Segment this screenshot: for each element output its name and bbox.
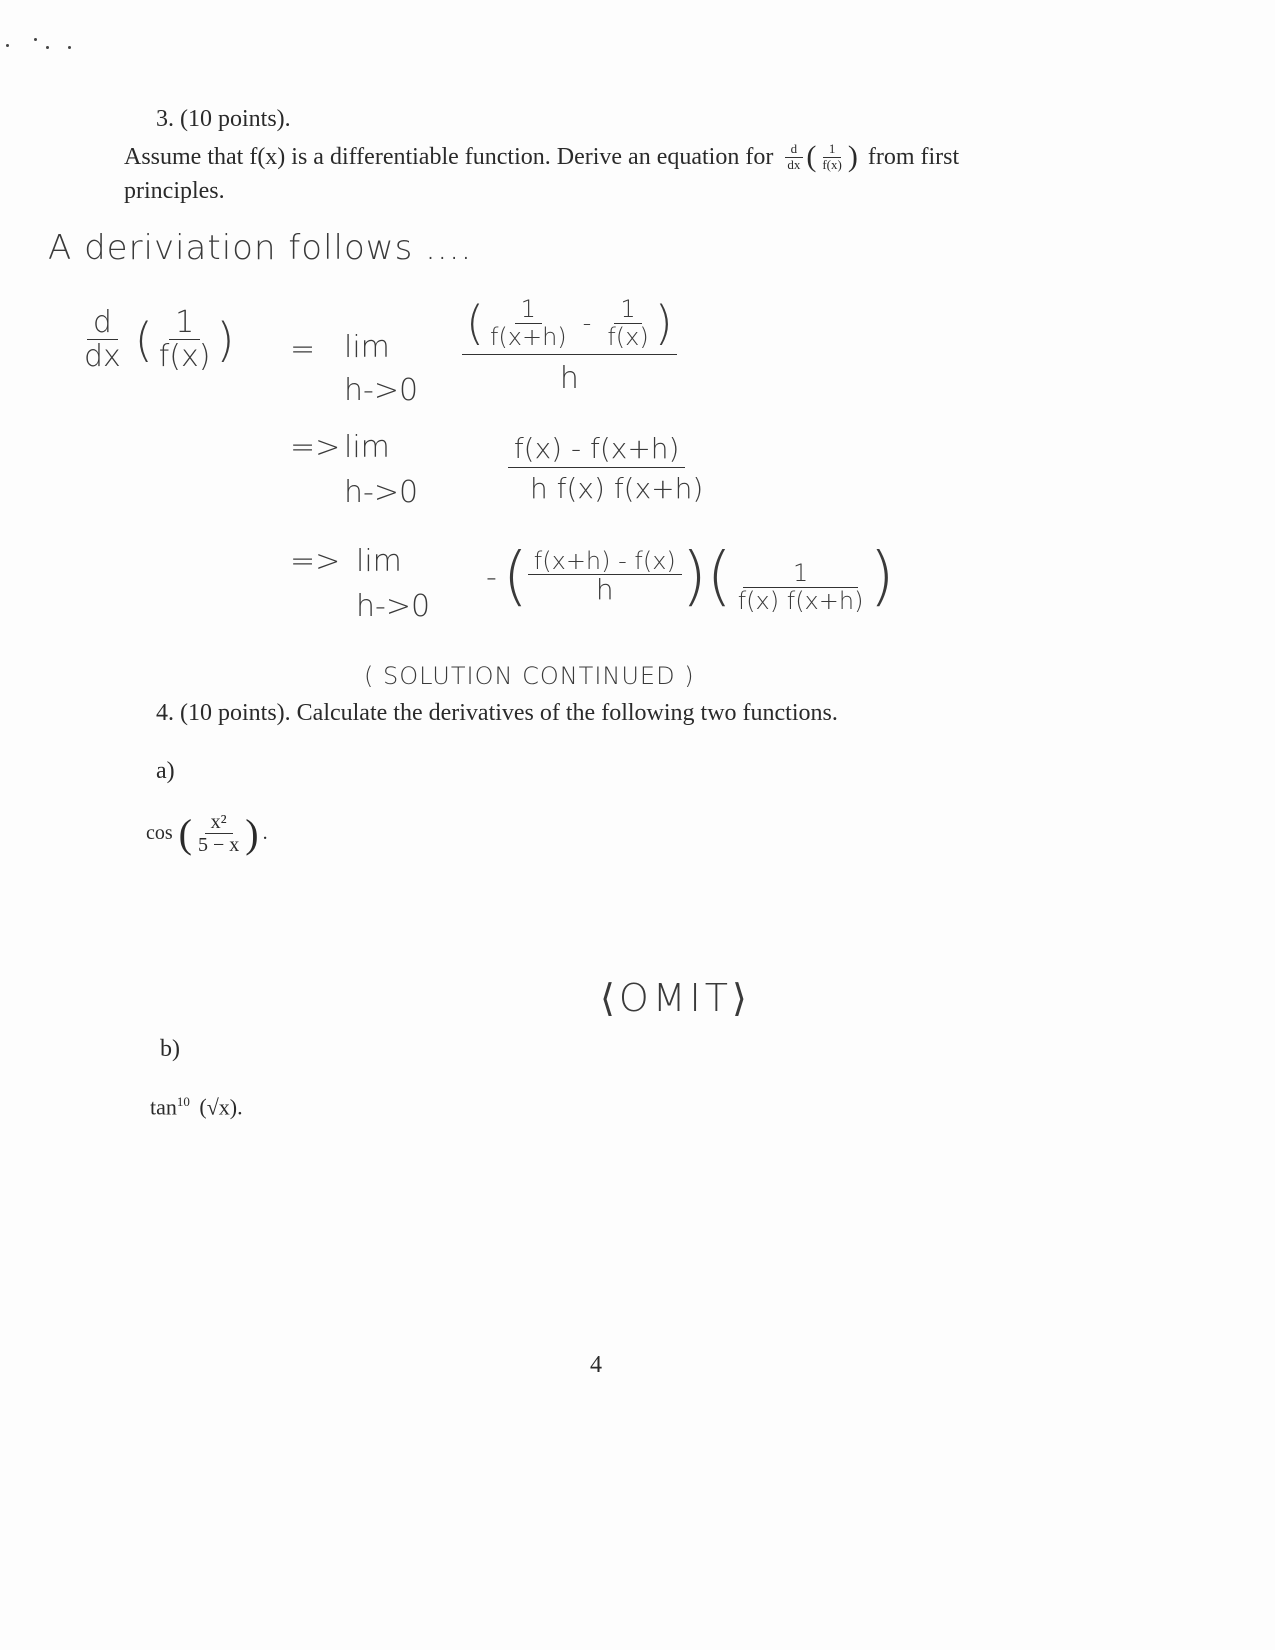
scan-speck: [34, 38, 37, 41]
line1-equals: =: [290, 332, 316, 367]
omit-note: ⟨OMIT⟩: [600, 976, 751, 1020]
line2-limit: lim h->0: [344, 430, 419, 510]
q3-prompt-d-dx: $\frac{d}{dx}$: [781, 142, 806, 172]
line1-denominator: h: [559, 361, 579, 396]
line2-implies: =>: [290, 430, 341, 465]
line2-fraction: [490, 432, 703, 505]
lhs-one-over-fx: $\frac{1}{f(x)}$: [158, 305, 211, 374]
q4-header: 4. (10 points). Calculate the derivatives of the following two functions.: [156, 700, 838, 726]
solution-line-1: $\frac{d}{dx}$ ( $\frac{1}{f(x)}$ ): [78, 306, 234, 373]
line3-expression: - ( $\frac{f(x+h) - f(x)}{h}$ ) ( $\frac{1}{f(x) f(x+h)}$ ): [486, 540, 895, 615]
q4a-expression: cos ( $\frac{\text{x²}}{5 - x}$ ) .: [146, 811, 268, 856]
q4a-fraction: $\frac{\text{x²}}{5 - x}$: [198, 811, 240, 856]
q4b-tan: tan: [150, 1094, 177, 1120]
q3-prompt-line: Assume that f(x) is a differentiable function. Derive an equation for $\frac{d}{dx}$ ( $\frac{1}{f(x)}$ ) from first: [124, 140, 960, 173]
q4a-cos: cos: [146, 822, 173, 844]
line1-rhs: ( $\frac{1}{f(x+h)}$ - $\frac{1}{f(x)}$ ) h: [462, 296, 677, 396]
line2-numerator: f(x) - f(x+h): [508, 432, 686, 468]
line1-term-b: $\frac{1}{f(x)}$: [607, 295, 649, 351]
page-number: 4: [590, 1352, 602, 1378]
q3-prompt-part3: principles.: [124, 178, 225, 204]
q4b-expression: $\tan^{10} (√x)$.: [150, 1094, 243, 1120]
scan-speck: [6, 44, 9, 47]
line3-negative: -: [486, 559, 497, 595]
solution-continued: ( SOLUTION CONTINUED ): [364, 662, 695, 690]
q3-prompt-part2: from first: [867, 143, 960, 170]
scan-speck: [68, 46, 71, 49]
q4b-exponent: 10: [176, 1094, 190, 1109]
line3-implies: =>: [290, 544, 341, 579]
line3-limit: lim h->0: [356, 544, 431, 624]
q4a-label: a): [156, 758, 175, 784]
q4b-label: b): [160, 1036, 180, 1062]
lim-sub: h->0: [344, 373, 419, 408]
lim-text: lim: [344, 330, 390, 365]
line2-denominator: h f(x) f(x+h): [530, 472, 704, 505]
line1-limit: [344, 330, 418, 408]
q3-header: 3. (10 points).: [156, 106, 291, 132]
line3-frac2: $\frac{1}{f(x) f(x+h)}$: [737, 559, 864, 615]
scan-speck: [46, 46, 49, 49]
lhs-d-dx: $\frac{d}{dx}$: [84, 305, 121, 374]
line1-term-a: $\frac{1}{f(x+h)}$: [489, 295, 567, 351]
q4b-argument: √x: [206, 1094, 230, 1120]
q3-prompt-one-over-fx: $\frac{1}{f(x)}$: [822, 141, 842, 172]
line3-frac1: $\frac{f(x+h) - f(x)}{h}$: [528, 548, 682, 606]
solution-intro: A deriviation follows ....: [48, 228, 473, 268]
line1-minus: -: [582, 309, 592, 337]
q3-prompt-part1: Assume that f(x) is a differentiable function. Derive an equation for: [124, 143, 774, 170]
